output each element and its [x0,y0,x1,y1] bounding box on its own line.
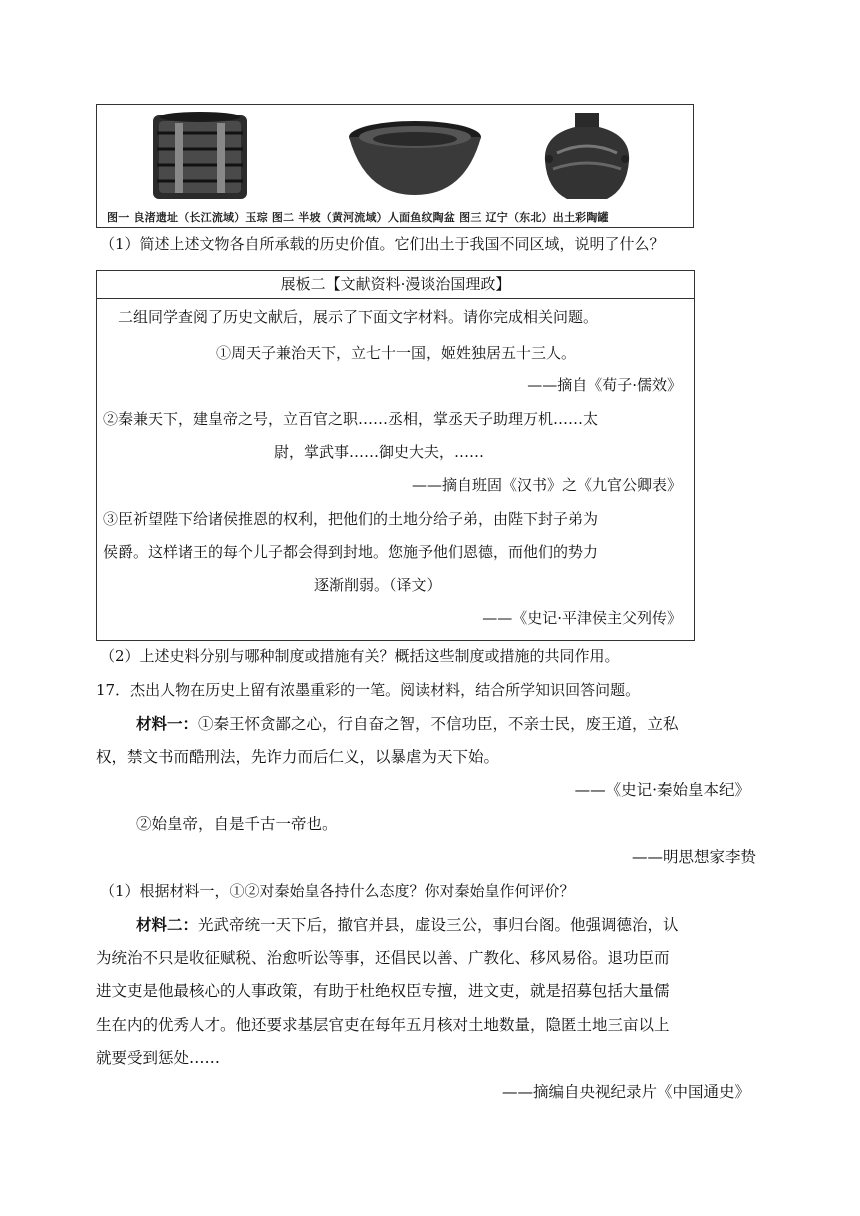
artifact-figure-strip [96,104,694,228]
figure-caption: 图一 良渚遗址（长江流域）玉琮 图二 半坡（黄河流域）人面鱼纹陶盆 图三 辽宁（东北）出土彩陶罐 [107,211,609,224]
question-17-1: （1）根据材料一，①②对秦始皇各持什么态度？你对秦始皇作何评价？ [100,882,575,900]
source-3-line-1: ③臣祈望陛下给诸侯推恩的权利，把他们的土地分给子弟，由陛下封子弟为 [103,510,599,528]
source-2-line-2: 尉，掌武事……御史大夫，…… [274,443,485,461]
material-2-line-4: 生在内的优秀人才。他还要求基层官吏在每年五月核对土地数量，隐匿土地三亩以上 [96,1016,670,1034]
source-3-line-2: 侯爵。这样诸王的每个儿子都会得到封地。您施予他们恩德，而他们的势力 [103,543,599,561]
source-3-citation: ——《史记·平津侯主父列传》 [482,609,682,627]
panel-intro: 二组同学查阅了历史文献后，展示了下面文字材料。请你完成相关问题。 [118,308,599,326]
material-1-line-3: ②始皇帝，自是千古一帝也。 [136,815,338,833]
source-3-line-3: 逐渐削弱。（译文） [314,576,442,594]
jade-cong-icon [145,111,255,203]
panel-title: 展板二【文献资料·漫谈治国理政】 [97,271,694,299]
painted-pottery-jar-icon [537,109,637,205]
source-2-citation: ——摘自班固《汉书》之《九官公卿表》 [411,476,682,494]
source-1-text: ①周天子兼治天下，立七十一国，姬姓独居五十三人。 [216,344,577,362]
question-1: （1）简述上述文物各自所承载的历史价值。它们出土于我国不同区域，说明了什么？ [100,235,665,253]
material-1-line-1: 材料一：①秦王怀贪鄙之心，行自奋之智，不信功臣，不亲士民，废王道，立私 [136,714,679,733]
pottery-basin-icon [345,119,485,199]
question-2: （2）上述史料分别与哪种制度或措施有关？概括这些制度或措施的共同作用。 [100,647,620,665]
material-1-label: 材料一： [136,714,199,733]
material-2-citation: ——摘编自央视纪录片《中国通史》 [501,1083,750,1101]
material-1-line-2: 权，禁文书而酷刑法，先诈力而后仁义，以暴虐为天下始。 [96,748,500,766]
exhibit-panel-two [96,270,695,641]
material-2-label: 材料二： [136,915,199,934]
material-1-citation-1: ——《史记·秦始皇本纪》 [574,781,750,799]
source-2-line-1: ②秦兼天下，建皇帝之号，立百官之职……丞相，掌丞天子助理万机……太 [103,410,599,428]
material-1-citation-2: ——明思想家李贽 [631,848,756,866]
material-2-line-2: 为统治不只是收征赋税、治愈听讼等事，还倡民以善、广教化、移风易俗。退功臣而 [96,949,670,967]
source-1-citation: ——摘自《荀子·儒效》 [527,376,682,394]
material-2-line-5: 就要受到惩处…… [96,1049,221,1067]
material-2-line-3: 进文吏是他最核心的人事政策，有助于杜绝权臣专擅，进文吏，就是招募包括大量儒 [96,982,670,1000]
material-2-line-1: 材料二：光武帝统一天下后，撤官并县，虚设三公，事归台阁。他强调德治，认 [136,915,679,934]
question-17: 17．杰出人物在历史上留有浓墨重彩的一笔。阅读材料，结合所学知识回答问题。 [96,681,641,699]
